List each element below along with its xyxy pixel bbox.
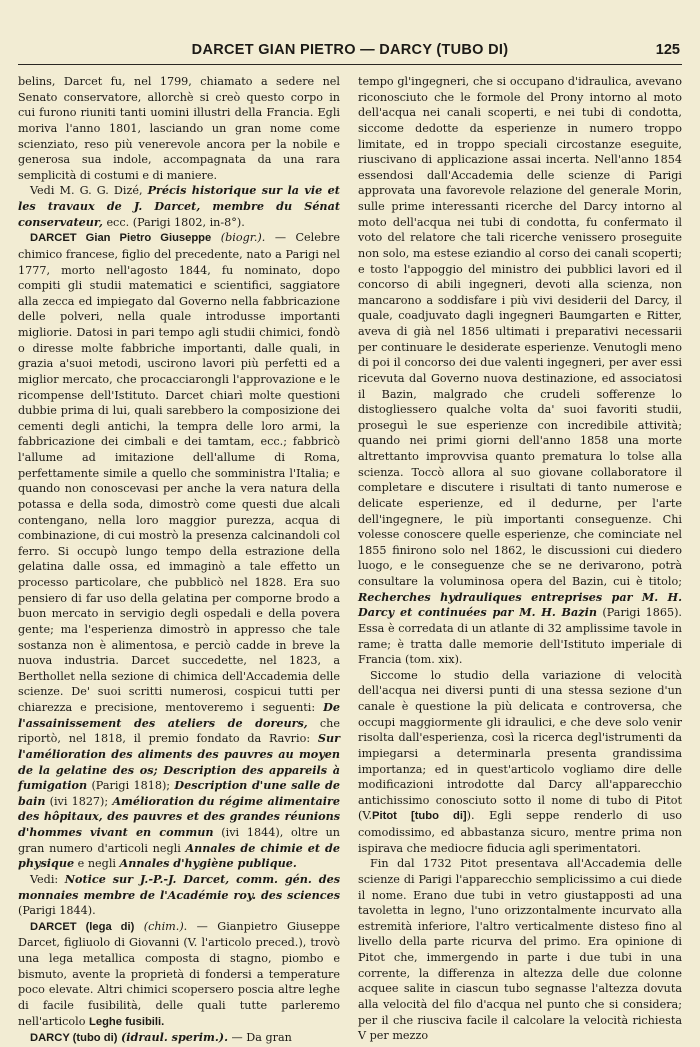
header-title: DARCET GIAN PIETRO — DARCY (TUBO DI) (191, 42, 509, 58)
running-header (18, 42, 682, 65)
entry-text: che riportò, nel 1818, il premio fondato da Ravrio: (18, 716, 340, 746)
entry-text: (Parigi 1818); (91, 779, 171, 793)
entry-headword: DARCET (lega di) (30, 920, 135, 933)
reference-text: Vedi: (30, 872, 59, 886)
entry-text: — Da gran (231, 1031, 292, 1045)
entry-text: (ivi 1827); (49, 794, 109, 808)
paragraph-tubo-pitot (358, 668, 682, 857)
entry-text: (ivi 1844), oltre un gran numero d'articoli negli (18, 826, 340, 855)
work-title: Description d'une salle de bain (18, 778, 340, 808)
entry-text: e negli (77, 857, 116, 871)
page-number: 125 (655, 42, 680, 58)
book-title: Précis historique sur la vie et les travaux de J. Darcet, membre du Sénat conservateur, (18, 183, 340, 229)
entry-text: Siccome lo studio della variazione di velocità dell'acqua nei diversi punti di una stessa sezione d'un canale è questione la più delicata e controversa, che occupi maggiormente gli idraulici, e che deve solo venir risolta dall'esperienza, così la ricerca degl'istrumenti da impiegarsi a determinarla presenta grandissima importanza; ed in quest'articolo vogliamo dire delle modificazioni introdotte dal Darcy all'apparecchio antichissimo conosciuto sotto il nome di tubo di Pitot (V. (358, 668, 682, 823)
entry-category: (idraul. sperim.). (120, 1030, 228, 1045)
entry-darcy-tubo (18, 1030, 340, 1047)
work-title: Annales de chimie et de physique (18, 840, 341, 871)
paragraph-darcet-senato: belins, Darcet fu, nel 1799, chiamato a sedere nel Senato conservatore, allorchè si creò questo corpo in cui furono riuniti tanti uomini illustri della Francia. Egli moriva l'anno 1801, lasciando un gran nome come scienziato, reso più venerevole ancora per la nobile e generosa sua indole, accompagnata da una rara semplicità di costumi e di maniere. (18, 75, 340, 182)
left-column (18, 74, 341, 1045)
entry-darcet-gian-pietro (18, 230, 340, 872)
cross-reference: Leghe fusibili. (89, 1015, 165, 1028)
book-title: Recherches hydrauliques entreprises par M. H. Darcy et continuées par M. H. Bazin (358, 589, 682, 620)
cross-reference: Pitot [tubo di] (372, 810, 467, 823)
entry-text: — Gianpietro Giuseppe Darcet, figliuolo di Giovanni (V. l'articolo preced.), trovò una lega metallica composta di stagno, piombo e bismuto, avente la proprietà di fondersi a temperature poco elevate. Altri chimici scopersero poscia altre leghe di facile fusibilità, delle quali tutte parleremo nell'articolo (18, 919, 341, 1028)
entry-darcet-lega (18, 919, 340, 1030)
work-title: Sur l'amélioration des aliments des pauvres au moyen de la gelatine des os; Description des appareils à fumigation (18, 731, 340, 793)
paragraph-pitot-1732: Fin dal 1732 Pitot presentava all'Accademia delle scienze di Parigi l'apparecchio semplicissimo a cui diede il nome. Erano due tubi in vetro giustapposti ad una tavoletta in legno, l'uno orizzontalmente incurvato alla estremità inferiore, l'altro verticalmente disteso fino al livello della parte ricurva del primo. Era opinione di Pitot che, immergendo in parte i due tubi in una corrente, la differenza in altezza delle due colonne acquee salite in ciascun tubo segnasse l'altezza dovuta alla velocità del filo d'acqua nel punto che si considera; per il che riusciva facile il calcolare la velocità richiesta V per mezzo (358, 857, 682, 1043)
reference-text: ecc. (Parigi 1802, in-8°). (106, 215, 245, 229)
right-column (358, 74, 683, 1043)
entry-text: ). Egli seppe renderlo di uso comodissimo, ed abbastanza sicuro, mentre prima non ispirava che mediocre fiducia agli sperimentatori. (358, 809, 683, 855)
entry-headword: DARCET Gian Pietro Giuseppe (30, 232, 212, 245)
paragraph-reference-dize (18, 183, 340, 230)
entry-category: (chim.). (143, 919, 188, 933)
entry-text: (Parigi 1865). Essa è corredata di un atlante di 32 amplissime tavole in rame; è tratta dalle memorie dell'Istituto imperiale di Francia (tom. xix). (358, 606, 682, 667)
work-title: De l'assainissement des ateliers de doreurs, (18, 700, 340, 730)
reference-text: Vedi M. G. G. Dizé, (30, 184, 143, 198)
entry-text: tempo gl'ingegneri, che si occupano d'idraulica, avevano riconosciuto che le formole del Prony intorno al moto dell'acqua nei canali scoperti, e nei tubi di condotta, siccome dedotte da esperienze in numero troppo limitate, ed in troppo speciali circostanze eseguite, riuscivano di applicazione assai incerta. Nell'anno 1854 essendosi dall'Accademia delle scienze di Parigi approvata una favorevole relazione del generale Morin, sulle prime interessanti ricerche del Darcy intorno al moto dell'acqua nei tubi di condotta, fu confermato il voto del relatore che tali ricerche venissero proseguite non solo, ma estese eziandio al corso dei canali scoperti; e tosto l'appoggio del ministro dei pubblici lavori ed il concorso di abili ingegneri, devoti alla scienza, non mancarono a soddisfare i più vivi desiderii del Darcy, il quale, coadjuvato dagli ingegneri Baumgarten e Ritter, aveva di già nel 1856 ultimati i preparativi necessarii per continuare le desiderate esperienze. Venutogli meno di poi il concorso dei due valenti ingegneri, per aver essi ricevuta dal Governo nuova destinazione, ed associatosi il Bazin, malgrado che crudeli sofferenze lo distogliessero qualche volta da' suoi favoriti studii, proseguì le sue esperienze con incredibile attività; quando nei primi giorni dell'anno 1858 una morte altrettanto improvvisa quanto prematura lo tolse alla scienza. Toccò allora al suo giovane collaboratore il completare e discutere i risultati di tanto numerose e delicate esperienze, ed il dedurne, per l'arte dell'ingegnere, le più importanti conseguenze. Chi volesse conoscere quelle esperienze, che cominciate nel 1855 finirono solo nel 1862, le discussioni cui diedero luogo, e le conseguenze che se ne derivarono, potrà consultare la voluminosa opera del Bazin, cui è titolo; (358, 75, 682, 588)
work-title: Amélioration du régime alimentaire des hôpitaux, des pauvres et des grandes réunions d'hommes vivant en commun (18, 793, 340, 839)
entry-text: — Celebre chimico francese, figlio del precedente, nato a Parigi nel 1777, morto nell'agosto 1844, fu nominato, dopo compiti gli studii matematici e scientifici, saggiatore alla zecca ed impiegato dal Governo nella fabbricazione delle polveri, nella quale introdusse importanti migliorie. Datosi in pari tempo agli studii chimici, fondò o diresse molte fabbriche importanti, dalle quali, in grazia a'suoi metodi, uscirono lavori più perfetti ed a miglior mercato, che procacciarongli l'approvazione e le ricompense dell'Istituto. Darcet chiarì molte questioni dubbie prima di lui, quali sarebbero la composizione dei cementi degli antichi, la tempra delle loro armi, la fabbricazione dei cimbali e dei tamtam, ecc.; fabbricò l'allume ad imitazione dell'allume di Roma, perfettamente simile a quello che somministra l'Italia; e quando non conoscevasi per anche la vera natura della potassa e della soda, dimostrò come questi due alcali contengano, nella loro maggior purezza, acqua di combinazione, di cui mostrò la presenza calcinandoli col ferro. Si occupò lungo tempo della estrazione della gelatina dalle ossa, ed immaginò a tale effetto un processo particolare, che pubblicò nel 1828. Era suo pensiero di far uso della gelatina per comporne brodo a buon mercato in servigio degli ospedali e della povera gente; ma l'esperienza dimostrò in appresso che tale sostanza non è alimentosa, e perciò cadde in breve la nuova industria. Darcet succedette, nel 1823, a Berthollet nella sezione di chimica dell'Accademia delle scienze. De' suoi scritti numerosi, cospicui tutti per chiarezza e precisione, mentoveremo i seguenti: (18, 231, 340, 714)
work-title: Annales d'hygiène publique. (119, 856, 297, 871)
entry-headword: DARCY (tubo di) (30, 1032, 118, 1045)
paragraph-darcy-esperienze (358, 74, 682, 668)
reference-text: (Parigi 1844). (18, 904, 96, 918)
paragraph-reference-notice (18, 872, 340, 919)
entry-category: (biogr.). (220, 231, 266, 245)
book-title: Notice sur J.-P.-J. Darcet, comm. gén. des monnaies membre de l'Académie roy. des sciences (18, 871, 340, 902)
